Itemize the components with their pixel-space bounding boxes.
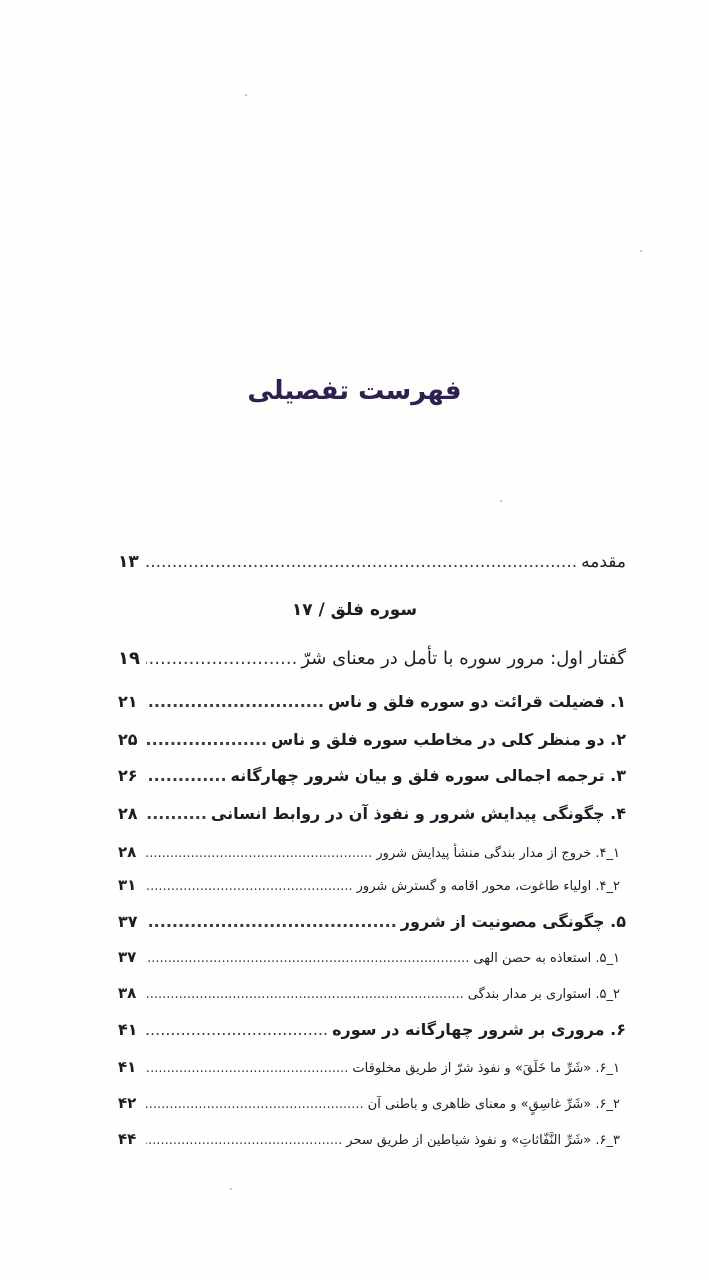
toc-entry-page: ۲۵: [118, 730, 138, 749]
toc-leader-dots: [146, 912, 397, 931]
toc-entry-page: ۲۸: [118, 804, 138, 823]
toc-entry-label: ۲_۴. اولیاء طاغوت، محور اقامه و گسترش شرور: [356, 879, 620, 894]
toc-leader-dots: [146, 804, 207, 823]
toc-entry-label: ۱_۴. خروج از مدار بندگی منشأ پیدایش شرور: [376, 846, 620, 861]
toc-entry[interactable]: [118, 804, 626, 823]
toc-entry[interactable]: [118, 730, 626, 749]
section-heading: سوره فلق / ۱۷: [291, 600, 418, 620]
toc-entry-label: ۴. چگونگی پیدایش شرور و نفوذ آن در روابط انسانی: [210, 804, 626, 823]
toc-entry-page: ۳۱: [118, 876, 137, 894]
toc-entry-page: ۴۲: [118, 1094, 137, 1112]
toc-entry[interactable]: [118, 1058, 626, 1076]
paper-speck: [230, 1188, 232, 1190]
toc-entry-label: ۱_۵. استعاذه به حصن الهی: [473, 951, 620, 966]
toc-entry[interactable]: [118, 843, 626, 861]
toc-entry[interactable]: [118, 766, 626, 785]
toc-leader-dots: [146, 1133, 342, 1148]
toc-entry-page: ۳۸: [118, 984, 137, 1002]
toc-entry[interactable]: [118, 876, 626, 894]
toc-entry-label: مقدمه: [581, 552, 626, 572]
toc-entry-page: ۳۷: [118, 912, 138, 931]
toc-entry-label: ۲. دو منظر کلی در مخاطب سوره فلق و ناس: [271, 730, 626, 749]
toc-entry-page: ۴۱: [118, 1058, 137, 1076]
toc-leader-dots: [146, 879, 353, 894]
toc-entry-label: ۳. ترجمه اجمالی سوره فلق و بیان شرور چهارگانه: [230, 766, 626, 785]
toc-leader-dots: [146, 846, 372, 861]
toc-entry-label: ۳_۶. «شَرِّ النَّفّاثاتِ» و نفوذ شیاطین از طریق سحر: [346, 1133, 620, 1148]
toc-entry-page: ۲۸: [118, 843, 137, 861]
paper-speck: [500, 500, 502, 502]
toc-entry-label: ۶. مروری بر شرور چهارگانه در سوره: [332, 1020, 626, 1039]
toc-leader-dots: [146, 730, 267, 749]
toc-entry-page: ۲۶: [118, 766, 138, 785]
toc-entry-label: ۲_۶. «شَرِّ غاسِقٍ» و معنای ظاهری و باطنی آن: [367, 1097, 620, 1112]
toc-leader-dots: [146, 692, 324, 711]
toc-entry[interactable]: [118, 912, 626, 931]
toc-entry[interactable]: [118, 692, 626, 711]
toc-entry-label: ۱_۶. «شَرِّ ما خَلَقَ» و نفوذ شرّ از طریق مخلوقات: [352, 1061, 620, 1076]
toc-entry-page: ۱۹: [118, 648, 140, 669]
toc-entry[interactable]: [118, 552, 626, 572]
toc-entry-page: ۴۴: [118, 1130, 137, 1148]
toc-entry-label: گفتار اول: مرور سوره با تأمل در معنای شرّ: [301, 648, 626, 669]
toc-entry-page: ۳۷: [118, 948, 137, 966]
toc-entry[interactable]: [118, 648, 626, 669]
toc-leader-dots: [146, 1020, 328, 1039]
toc-entry-page: ۱۳: [118, 552, 139, 572]
toc-entry[interactable]: [118, 1020, 626, 1039]
toc-entry-page: ۲۱: [118, 692, 138, 711]
toc-entry[interactable]: [118, 1094, 626, 1112]
toc-leader-dots: [146, 552, 577, 572]
page-title: فهرست تفصیلی: [247, 376, 462, 406]
paper-speck: [640, 250, 642, 252]
toc-leader-dots: [146, 987, 464, 1002]
toc-leader-dots: [146, 648, 297, 669]
toc-entry-label: ۵. چگونگی مصونیت از شرور: [400, 912, 626, 931]
toc-entry-label: ۲_۵. استواری بر مدار بندگی: [467, 987, 620, 1002]
toc-leader-dots: [146, 951, 469, 966]
toc-entry-label: ۱. فضیلت قرائت دو سوره فلق و ناس: [328, 692, 626, 711]
toc-entry[interactable]: [118, 984, 626, 1002]
toc-entry-page: ۴۱: [118, 1020, 138, 1039]
toc-leader-dots: [146, 1061, 348, 1076]
toc-leader-dots: [146, 766, 227, 785]
toc-entry[interactable]: [118, 1130, 626, 1148]
toc-entry[interactable]: [118, 948, 626, 966]
paper-speck: [245, 94, 247, 96]
toc-leader-dots: [146, 1097, 364, 1112]
